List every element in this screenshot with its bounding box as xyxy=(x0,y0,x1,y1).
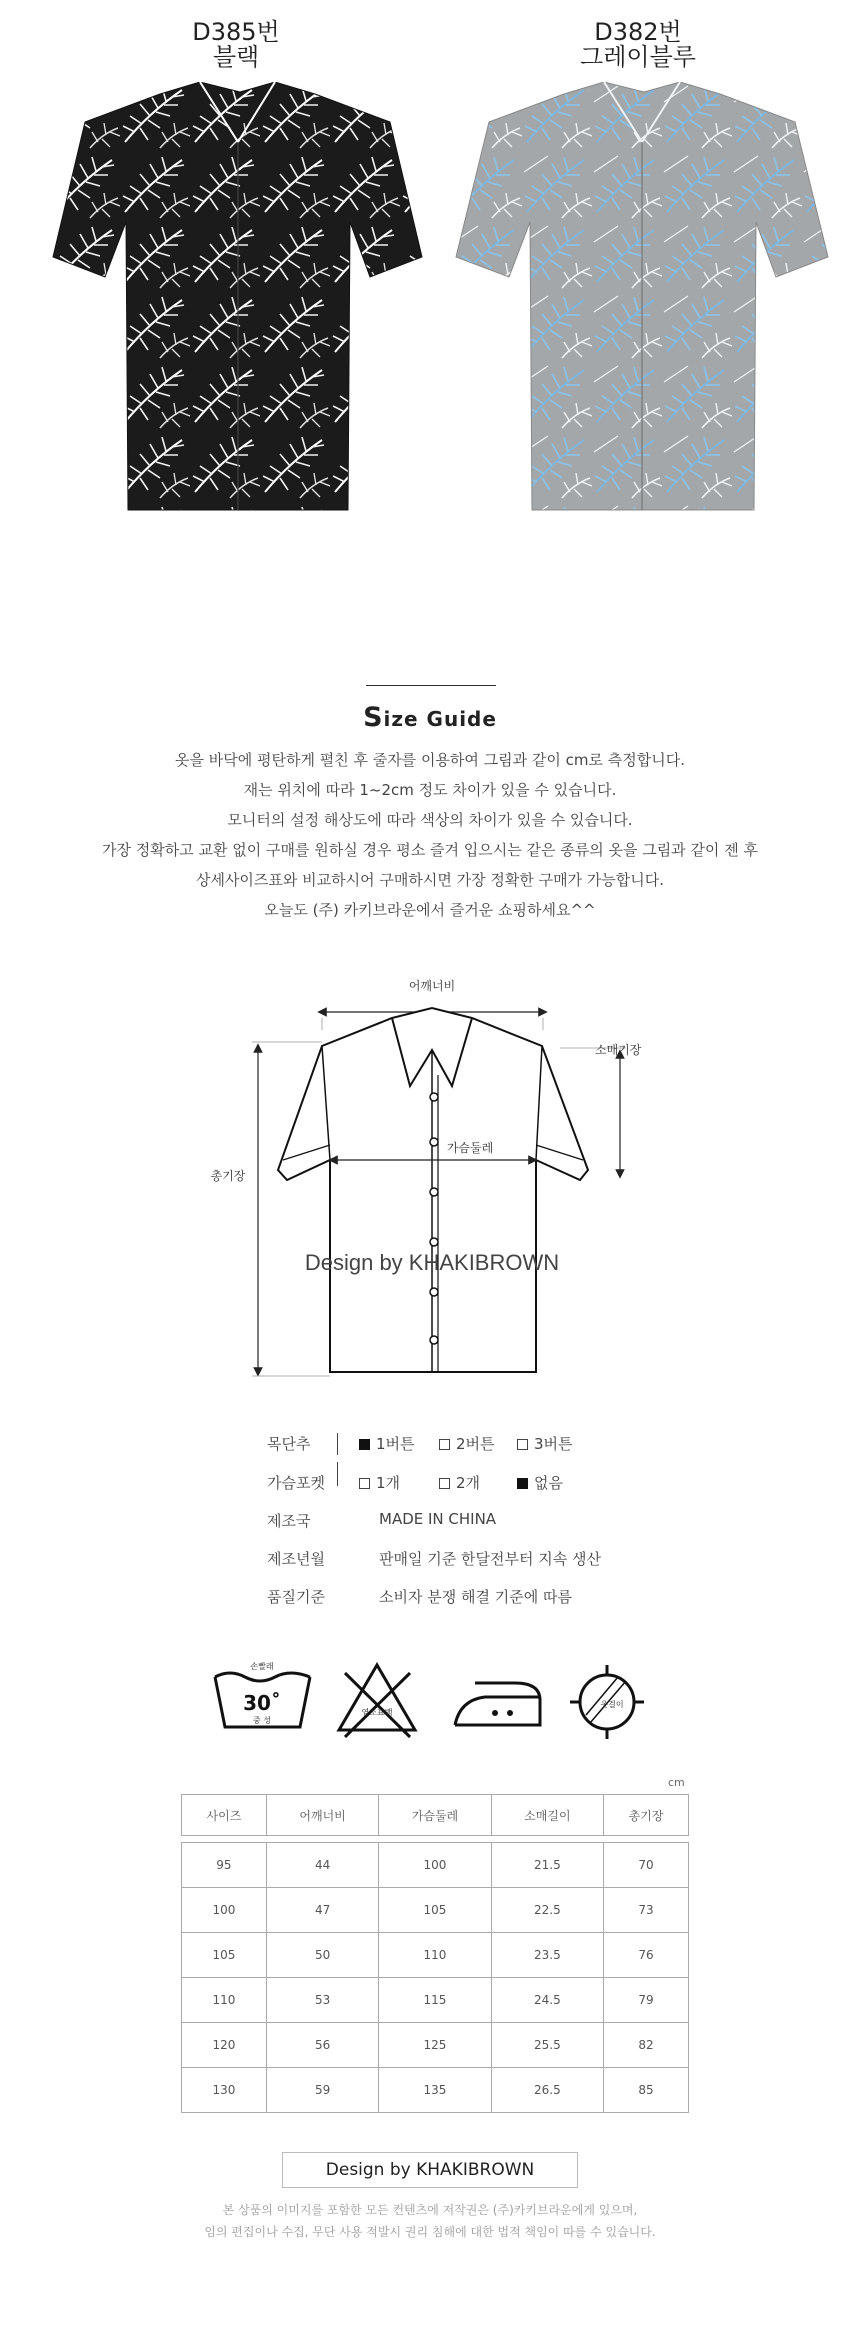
option-1button: 1버튼 xyxy=(359,1433,415,1454)
spec-label: 목단추 xyxy=(267,1435,311,1453)
dry-text: 옷걸이 xyxy=(600,1700,624,1709)
spec-value: 판매일 기준 한달전부터 지속 생산 xyxy=(379,1550,601,1568)
product-title-grayblue xyxy=(508,20,768,70)
length-label: 총기장 xyxy=(210,1169,246,1183)
checkbox-empty xyxy=(439,1439,450,1450)
header-size: 사이즈 xyxy=(182,1795,267,1836)
brand-name: KHAKIBROWN xyxy=(416,2160,535,2180)
copyright-line: 임의 편집이나 수집, 무단 사용 적발시 권리 침해에 대한 법적 책임이 따를 수 있습니다. xyxy=(204,2225,656,2239)
spec-value: MADE IN CHINA xyxy=(379,1510,497,1528)
diagram-brand: Design by KHAKIBROWN xyxy=(304,1250,560,1275)
shirt-grayblue-image xyxy=(452,82,832,512)
size-guide-title: Size Guide xyxy=(363,702,497,733)
note-line: 오늘도 (주) 카키브라운에서 즐거운 쇼핑하세요^^ xyxy=(264,901,596,919)
spec-label: 가슴포켓 xyxy=(267,1474,325,1492)
size-guide-notes xyxy=(0,745,860,925)
option-3button: 3버튼 xyxy=(517,1433,573,1454)
spec-row-origin xyxy=(267,1510,667,1530)
wash-top-text: 손빨래 xyxy=(250,1662,274,1671)
header-shoulder: 어깨너비 xyxy=(266,1795,378,1836)
copyright-line: 본 상품의 이미지를 포함한 모든 컨텐츠에 저작권은 (주)카키브라운에게 있으며, xyxy=(222,2203,638,2217)
product-title-black xyxy=(106,20,366,70)
spec-row-date xyxy=(267,1548,667,1568)
table-row: 110 53 115 24.5 79 xyxy=(182,1978,689,2023)
option-2pocket: 2개 xyxy=(439,1472,480,1493)
shoulder-label: 어깨너비 xyxy=(408,979,456,993)
note-line: 상세사이즈표와 비교하시어 구매하시면 가장 정확한 구매가 가능합니다. xyxy=(195,871,665,889)
shirt-black-image xyxy=(50,82,425,512)
note-line: 재는 위치에 따라 1~2cm 정도 차이가 있을 수 있습니다. xyxy=(243,781,617,799)
note-line: 가장 정확하고 교환 없이 구매를 원하실 경우 평소 즐겨 입으시는 같은 종류의 옷을 그림과 같이 젠 후 xyxy=(102,841,758,859)
table-row: 120 56 125 25.5 82 xyxy=(182,2023,689,2068)
header-sleeve: 소매길이 xyxy=(491,1795,603,1836)
checkbox-empty xyxy=(359,1478,370,1489)
option-2button: 2버튼 xyxy=(439,1433,495,1454)
spec-row-quality xyxy=(267,1586,667,1606)
product-color: 그레이블루 xyxy=(580,43,696,71)
footer-brand-box xyxy=(282,2152,578,2188)
section-divider xyxy=(366,685,496,686)
copyright-notice xyxy=(0,2199,860,2243)
table-row: 105 50 110 23.5 76 xyxy=(182,1933,689,1978)
spec-label: 제조국 xyxy=(267,1512,311,1530)
table-header-row xyxy=(182,1795,689,1836)
spec-value: 소비자 분쟁 해결 기준에 따름 xyxy=(379,1588,572,1606)
header-chest: 가슴둘레 xyxy=(379,1795,491,1836)
table-row: 100 47 105 22.5 73 xyxy=(182,1888,689,1933)
checkbox-checked xyxy=(517,1478,528,1489)
hang-dry-icon xyxy=(570,1665,644,1739)
iron-icon xyxy=(455,1683,540,1725)
product-code: D385번 xyxy=(192,18,280,46)
no-bleach-icon xyxy=(339,1665,415,1737)
measurement-diagram xyxy=(0,970,860,1390)
size-table xyxy=(181,1794,689,2113)
product-color: 블랙 xyxy=(212,43,260,71)
brand-prefix: Design by xyxy=(325,2160,417,2180)
wash-temp-text: 30˚ xyxy=(243,1691,281,1715)
table-row: 130 59 135 26.5 85 xyxy=(182,2068,689,2113)
option-nopocket: 없음 xyxy=(517,1472,563,1493)
product-code: D382번 xyxy=(594,18,682,46)
spec-row-pocket xyxy=(267,1472,667,1492)
hand-wash-icon xyxy=(215,1661,310,1727)
care-icons xyxy=(210,1655,650,1745)
table-row: 95 44 100 21.5 70 xyxy=(182,1843,689,1888)
checkbox-checked xyxy=(359,1439,370,1450)
chest-label: 가슴둘레 xyxy=(446,1141,494,1155)
wash-bottom-text: 중 성 xyxy=(253,1716,271,1725)
checkbox-empty xyxy=(517,1439,528,1450)
bleach-text: 염소표백 xyxy=(361,1708,393,1717)
unit-label: cm xyxy=(668,1776,685,1789)
spec-label: 품질기준 xyxy=(267,1588,325,1606)
note-line: 옷을 바닥에 평탄하게 펼친 후 줄자를 이용하여 그림과 같이 cm로 측정합니다. xyxy=(174,751,685,769)
checkbox-empty xyxy=(439,1478,450,1489)
option-1pocket: 1개 xyxy=(359,1472,400,1493)
note-line: 모니터의 설정 해상도에 따라 색상의 차이가 있을 수 있습니다. xyxy=(227,811,633,829)
spec-row-button xyxy=(267,1433,667,1453)
sleeve-label: 소매기장 xyxy=(595,1043,642,1057)
header-length: 총기장 xyxy=(604,1795,689,1836)
spec-label: 제조년월 xyxy=(267,1550,325,1568)
